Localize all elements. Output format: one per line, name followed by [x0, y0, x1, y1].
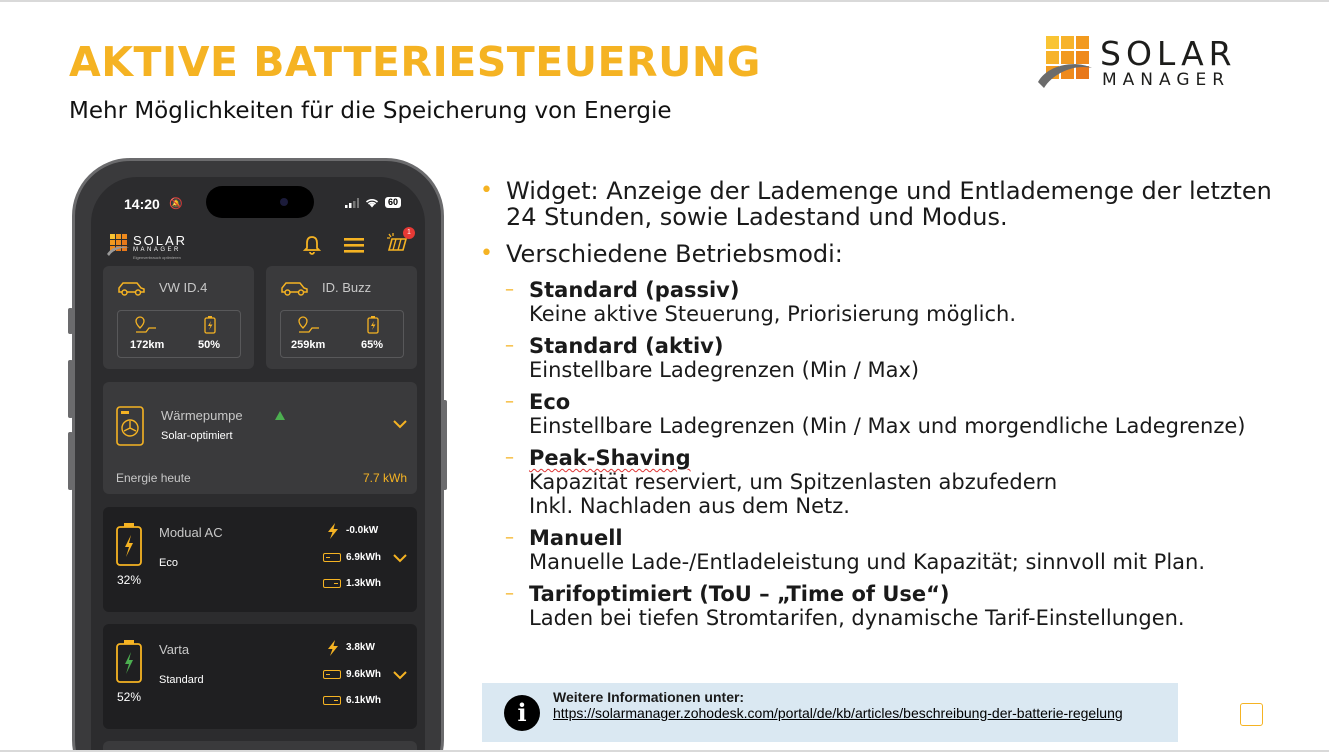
mute-bell-icon: 🔕: [169, 198, 183, 210]
battery-name: Modual AC: [159, 525, 223, 540]
battery-charged: 6.9kWh: [346, 552, 382, 563]
battery-icon: [115, 640, 143, 684]
battery-name: Varta: [159, 642, 190, 657]
discharged-24h-icon: [323, 696, 341, 705]
phone-frame: [72, 158, 444, 752]
car-card[interactable]: [103, 266, 254, 369]
heatpump-name: Wärmepumpe: [161, 408, 243, 423]
car-icon: [116, 280, 146, 296]
logo-mark-icon: [1036, 34, 1094, 92]
car-charge: 50%: [198, 339, 221, 351]
range-icon: [297, 316, 323, 334]
car-range: 172km: [130, 339, 165, 351]
energy-label: Energie heute: [116, 471, 191, 485]
slide-title: AKTIVE BATTERIESTEUERUNG: [69, 38, 761, 86]
mode-title: – Manuell: [529, 526, 623, 550]
info-icon: i: [504, 695, 540, 731]
car-charge: 65%: [361, 339, 384, 351]
dynamic-island: [206, 186, 314, 218]
battery-mode: Standard: [159, 674, 204, 686]
app-logo-tagline: Eigenverbrauch optimieren: [133, 255, 181, 260]
battery-icon: [115, 523, 143, 567]
car-stats: [280, 310, 404, 358]
notification-badge: 1: [403, 227, 415, 239]
info-heading: Weitere Informationen unter:: [553, 689, 745, 705]
battery-power: 3.8kW: [346, 642, 375, 653]
menu-icon[interactable]: [343, 236, 365, 254]
mode-item: [480, 582, 1280, 630]
mode-desc: Einstellbare Ladegrenzen (Min / Max): [529, 358, 920, 382]
battery-card[interactable]: [103, 507, 417, 612]
feature-list: [480, 178, 1280, 638]
heatpump-mode: Solar-optimiert: [161, 430, 233, 442]
solar-status-button[interactable]: [387, 229, 411, 256]
car-name: ID. Buzz: [322, 280, 372, 295]
charge-icon: [204, 316, 216, 334]
battery-discharged: 1.3kWh: [346, 578, 382, 589]
range-icon: [134, 316, 160, 334]
heatpump-card[interactable]: [103, 382, 417, 494]
battery-mode: Eco: [159, 557, 178, 569]
status-up-icon: [275, 411, 285, 420]
mode-item: [480, 446, 1280, 518]
logo-text-solar: SOLAR: [1100, 34, 1237, 73]
battery-soc: 32%: [117, 573, 142, 587]
status-time: 14:20: [124, 196, 160, 212]
mode-item: [480, 278, 1280, 326]
mode-title: – Peak-Shaving: [529, 446, 691, 470]
battery-indicator: 60: [385, 197, 401, 208]
mode-title: – Tarifoptimiert (ToU – „Time of Use“): [529, 582, 950, 606]
solar-manager-logo: [1030, 32, 1270, 94]
mode-title: – Standard (passiv): [529, 278, 740, 302]
car-range: 259km: [291, 339, 326, 351]
bullet-item: • Verschiedene Betriebsmodi:: [480, 241, 1280, 267]
bullet-item: • Widget: Anzeige der Lademenge und Entlademenge der letzten 24 Stunden, sowie Ladestand und Modus.: [480, 178, 1280, 230]
logo-text-manager: MANAGER: [1102, 70, 1231, 90]
mode-desc: Kapazität reserviert, um Spitzenlasten abzufedern: [529, 470, 1058, 494]
chevron-down-icon[interactable]: [393, 554, 407, 563]
car-card[interactable]: [266, 266, 417, 369]
battery-power: -0.0kW: [346, 525, 379, 536]
app-logo-icon: [107, 234, 129, 256]
car-name: VW ID.4: [159, 280, 208, 295]
info-box: [482, 683, 1178, 742]
car-stats: [117, 310, 241, 358]
power-bolt-icon: [327, 640, 339, 656]
app-logo: [107, 233, 207, 259]
info-link[interactable]: https://solarmanager.zohodesk.com/portal/de/kb/articles/beschreibung-der-batterie-regelung: [553, 705, 1123, 721]
slide-subtitle: Mehr Möglichkeiten für die Speicherung von Energie: [69, 98, 672, 124]
status-icons: [345, 197, 401, 208]
battery-soc: 52%: [117, 690, 142, 704]
mode-desc-extra: Inkl. Nachladen aus dem Netz.: [529, 494, 850, 518]
car-icon: [279, 280, 309, 296]
app-logo-text: SOLAR: [133, 233, 188, 248]
wifi-icon: [365, 198, 379, 208]
chevron-down-icon[interactable]: [393, 671, 407, 680]
app-header-icons: [303, 229, 411, 256]
battery-card[interactable]: [103, 624, 417, 729]
energy-value: 7.7 kWh: [362, 471, 407, 485]
power-bolt-icon: [327, 523, 339, 539]
mode-desc: Laden bei tiefen Stromtarifen, dynamische Tarif-Einstellungen.: [529, 606, 1185, 630]
battery-discharged: 6.1kWh: [346, 695, 382, 706]
mode-desc: Keine aktive Steuerung, Priorisierung möglich.: [529, 302, 1017, 326]
chevron-down-icon[interactable]: [393, 420, 407, 429]
mode-item: [480, 334, 1280, 382]
battery-charged: 9.6kWh: [346, 669, 382, 680]
mode-item: [480, 526, 1280, 574]
discharged-24h-icon: [323, 579, 341, 588]
app-logo-subtext: MANAGER: [133, 247, 181, 253]
bell-icon[interactable]: [303, 235, 321, 255]
top-divider: [0, 0, 1329, 2]
phone-screen: [91, 177, 425, 752]
mode-desc: Manuelle Lade-/Entladeleistung und Kapazität; sinnvoll mit Plan.: [529, 550, 1206, 574]
charged-24h-icon: [323, 553, 341, 562]
mode-item: [480, 390, 1280, 438]
checkbox[interactable]: [1240, 703, 1263, 726]
heatpump-icon: [116, 406, 144, 446]
charged-24h-icon: [323, 670, 341, 679]
signal-icon: [345, 198, 359, 208]
mode-title: – Eco: [529, 390, 571, 414]
mode-desc: Einstellbare Ladegrenzen (Min / Max und morgendliche Ladegrenze): [529, 414, 1246, 438]
mode-title: – Standard (aktiv): [529, 334, 724, 358]
charge-icon: [367, 316, 379, 334]
